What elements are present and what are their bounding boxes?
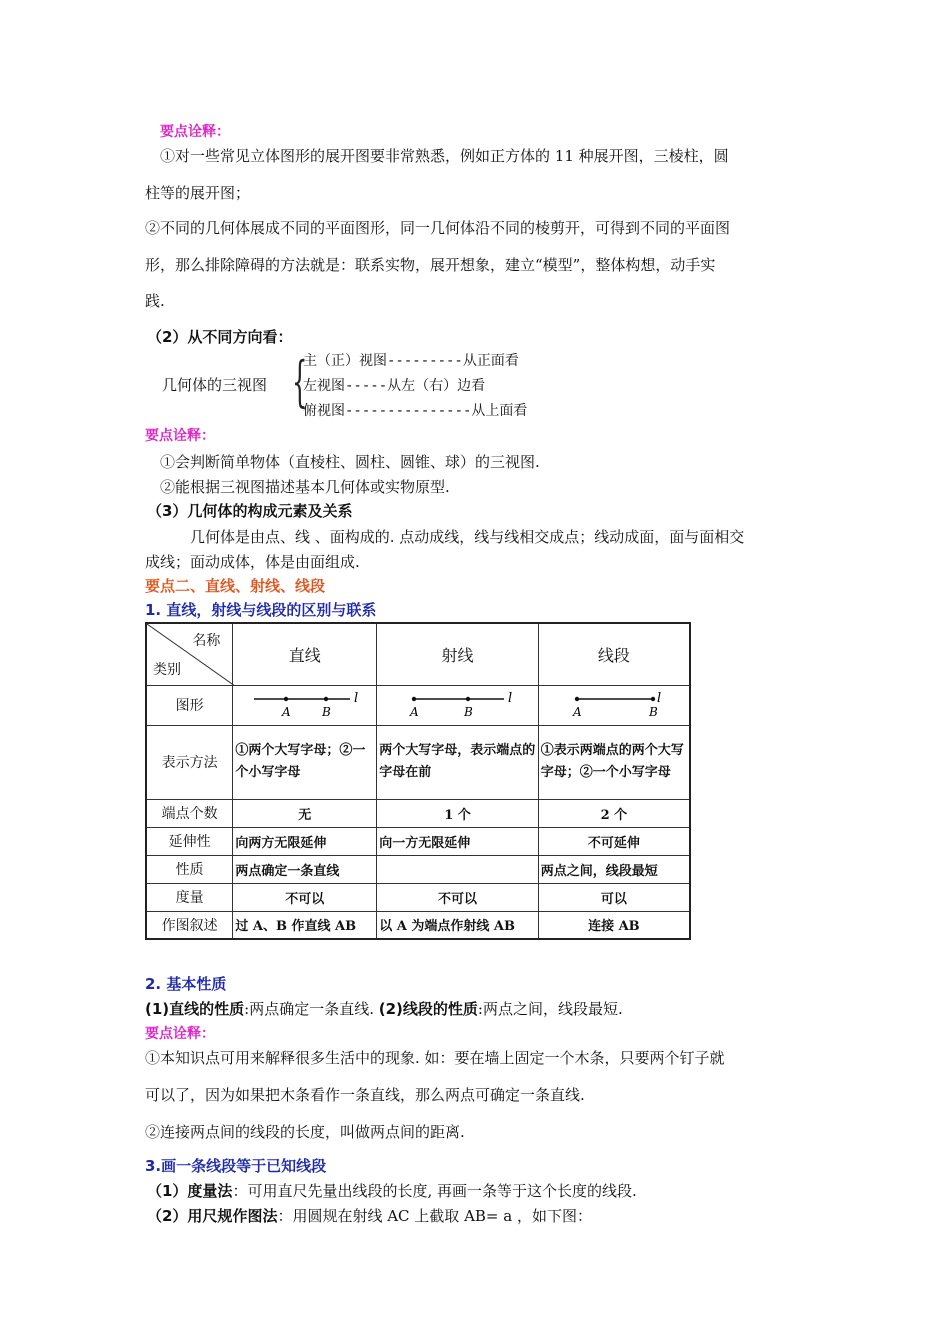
measure-line: 不可以 (233, 883, 377, 911)
svg-text:A: A (281, 705, 291, 719)
notation-segment: ①表示两端点的两个大写字母；②一个小写字母 (538, 725, 690, 799)
view-left: 左视图-----从左（右）边看 (303, 378, 486, 394)
para-2a: ②不同的几何体展成不同的平面图形，同一几何体沿不同的棱剪开，可得到不同的平面图 (145, 219, 731, 237)
svg-text:B: B (648, 705, 658, 719)
row-label-endpoints: 端点个数 (146, 799, 233, 827)
svg-text:A: A (572, 705, 582, 719)
segment-property-label: (2)线段的性质 (378, 1000, 478, 1018)
para-1b: 柱等的展开图； (145, 184, 251, 202)
corner-name: 名称 (192, 633, 221, 649)
note-3-1b: 可以了，因为如果把木条看作一条直线，那么两点可确定一条直线. (145, 1086, 585, 1104)
property-segment: 两点之间，线段最短 (538, 855, 690, 883)
para-2b: 形，那么排除障碍的方法就是：联系实物，展开想象，建立“模型”，整体构想，动手实 (145, 256, 716, 274)
line-property-label: (1)直线的性质 (145, 1000, 245, 1018)
construction-line: 过 A、B 作直线 AB (233, 911, 377, 939)
table-corner-cell (146, 623, 233, 685)
endpoints-ray: 1 个 (377, 799, 539, 827)
note-title-3: 要点诠释： (145, 1026, 215, 1042)
row-label-property: 性质 (146, 855, 233, 883)
note-2-1: ①会判断简单物体（直棱柱、圆柱、圆锥、球）的三视图. (160, 453, 540, 471)
measure-ray: 不可以 (377, 883, 539, 911)
heading-elements: （3）几何体的构成元素及关系 (147, 502, 353, 520)
svg-text:B: B (464, 705, 474, 719)
construction-segment: 连接 AB (538, 911, 690, 939)
method-measure (147, 1180, 637, 1201)
subsection-2-title: 2. 基本性质 (145, 975, 227, 993)
row-label-notation: 表示方法 (146, 725, 233, 799)
endpoints-segment: 2 个 (538, 799, 690, 827)
heading-three-views: （2）从不同方向看： (147, 328, 293, 346)
notation-ray: 两个大写字母，表示端点的字母在前 (377, 725, 539, 799)
subsection-3-title: 3.画一条线段等于已知线段 (145, 1157, 327, 1175)
svg-text:A: A (410, 705, 420, 719)
method-measure-text: ：可用直尺先量出线段的长度, 再画一条等于这个长度的线段. (232, 1182, 637, 1200)
view-front: 主（正）视图---------从正面看 (303, 353, 519, 369)
row-label-construction: 作图叙述 (146, 911, 233, 939)
header-line: 直线 (233, 623, 377, 685)
key-point-2-title: 要点二、直线、射线、线段 (145, 577, 326, 595)
subsection-1-title: 1. 直线，射线与线段的区别与联系 (145, 601, 377, 619)
segment-property-text: :两点之间，线段最短. (477, 1000, 623, 1018)
figure-segment (538, 685, 690, 725)
corner-category: 类别 (153, 661, 181, 678)
view-top: 俯视图---------------从上面看 (303, 403, 528, 419)
measure-segment: 可以 (538, 883, 690, 911)
header-segment: 线段 (538, 623, 690, 685)
notation-line: ①两个大写字母；②一个小写字母 (233, 725, 377, 799)
segment-figure (549, 689, 679, 721)
method-measure-label: （1）度量法 (147, 1182, 233, 1200)
note-3-2: ②连接两点间的线段的长度，叫做两点间的距离. (145, 1123, 465, 1141)
para-1a: ①对一些常见立体图形的展开图要非常熟悉，例如正方体的 11 种展开图，三棱柱，圆 (160, 147, 729, 165)
svg-text:B: B (321, 705, 331, 719)
note-2-2: ②能根据三视图描述基本几何体或实物原型. (160, 478, 450, 496)
note-title-1: 要点诠释： (160, 124, 230, 140)
method-compass-text: ：用圆规在射线 AC 上截取 AB= a ，如下图： (277, 1207, 592, 1225)
construction-ray: 以 A 为端点作射线 AB (377, 911, 539, 939)
svg-text:l: l (508, 691, 513, 706)
svg-text:l: l (656, 691, 662, 706)
ray-figure (392, 689, 522, 721)
property-line: 两点确定一条直线 (233, 855, 377, 883)
extension-segment: 不可延伸 (538, 827, 690, 855)
basic-properties (145, 998, 623, 1019)
comparison-table (145, 622, 691, 940)
property-ray (377, 855, 539, 883)
para-3a: 几何体是由点、线 、面构成的. 点动成线，线与线相交成点；线动成面，面与面相交 (190, 528, 745, 546)
svg-text:l: l (353, 691, 358, 706)
brace: { (292, 350, 308, 413)
three-views-label: 几何体的三视图 (162, 376, 268, 394)
para-3b: 成线；面动成体，体是由面组成. (145, 553, 360, 571)
para-2c: 践. (145, 292, 165, 310)
figure-ray (377, 685, 539, 725)
endpoints-line: 无 (233, 799, 377, 827)
note-title-2: 要点诠释： (145, 428, 215, 444)
method-compass (147, 1205, 592, 1226)
method-compass-label: （2）用尺规作图法 (147, 1207, 278, 1225)
line-figure (240, 689, 370, 721)
row-label-measure: 度量 (146, 883, 233, 911)
row-label-figure: 图形 (146, 685, 233, 725)
note-3-1a: ①本知识点可用来解释很多生活中的现象. 如：要在墙上固定一个木条，只要两个钉子就 (145, 1049, 725, 1067)
extension-line: 向两方无限延伸 (233, 827, 377, 855)
header-ray: 射线 (377, 623, 539, 685)
line-property-text: :两点确定一条直线. (244, 1000, 379, 1018)
extension-ray: 向一方无限延伸 (377, 827, 539, 855)
figure-line (233, 685, 377, 725)
row-label-extension: 延伸性 (146, 827, 233, 855)
